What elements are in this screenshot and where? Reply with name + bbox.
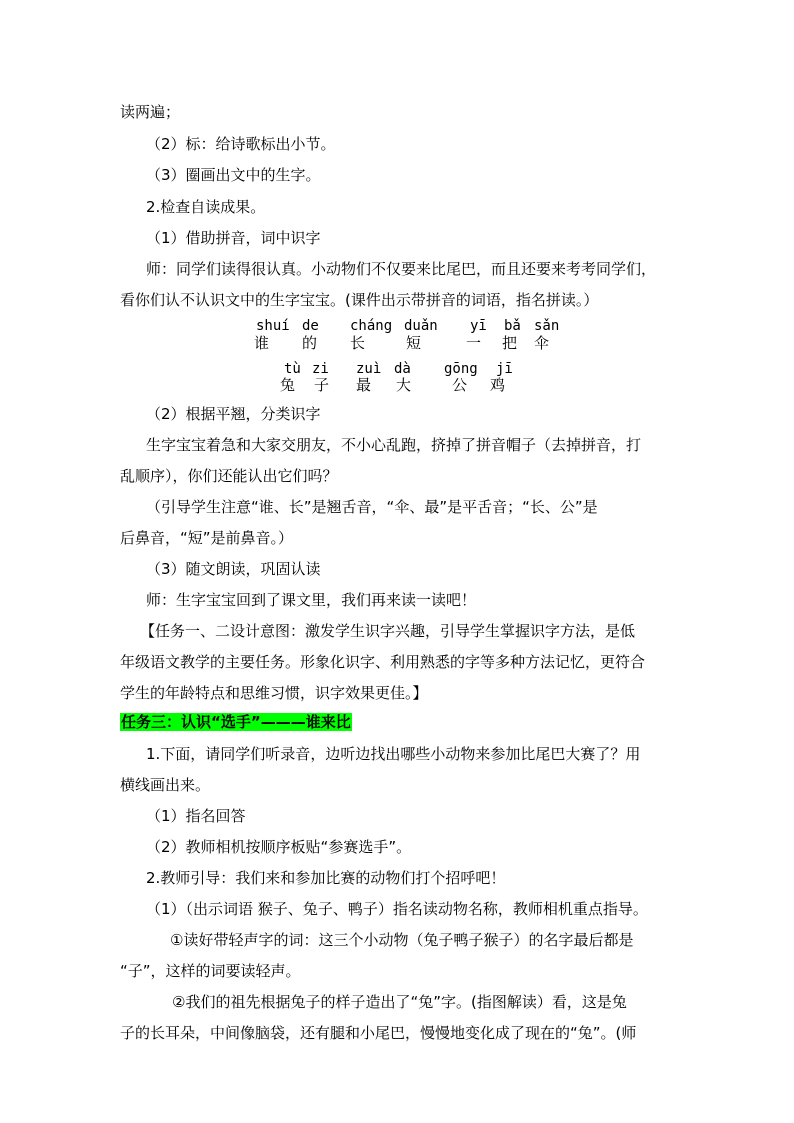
design-intent-line: 年级语文教学的主要任务。形象化识字、利用熟悉的字等多种方法记忆，更符合 [120, 653, 646, 671]
pinyin: gōng [444, 361, 478, 377]
hanzi: 的 [302, 334, 318, 352]
pinyin: duǎn [404, 318, 438, 334]
pinyin: de [302, 318, 319, 334]
hanzi: 把 [502, 334, 518, 352]
hanzi: 一 [466, 334, 482, 352]
text-line: “子”，这样的词要读轻声。 [120, 962, 301, 980]
pinyin: bǎ [504, 318, 521, 334]
text-line: 生字宝宝着急和大家交朋友，不小心乱跑，挤掉了拼音帽子（去掉拼音，打 [146, 436, 642, 454]
text-line: 横线画出来。 [120, 776, 211, 794]
pinyin: sǎn [534, 318, 560, 334]
text-line: 师：生字宝宝回到了课文里，我们再来读一读吧！ [146, 591, 477, 609]
hanzi: 伞 [534, 334, 550, 352]
pinyin: yī [470, 318, 487, 334]
hanzi: 子 [314, 376, 330, 394]
text-line: 师：同学们读得很认真。小动物们不仅要来比尾巴，而且还要来考考同学们， [146, 260, 657, 278]
hanzi: 最 [356, 376, 372, 394]
hanzi: 谁 [254, 334, 270, 352]
hanzi: 兔 [280, 376, 296, 394]
hanzi: 短 [406, 334, 422, 352]
pinyin: tù [284, 361, 301, 377]
hanzi: 长 [350, 334, 366, 352]
text-line: （3）随文朗读，巩固认读 [146, 560, 321, 578]
text-line: （2）标：给诗歌标出小节。 [146, 135, 336, 153]
pinyin: zuì [356, 361, 382, 377]
hanzi: 大 [396, 376, 412, 394]
text-line: 读两遍； [120, 103, 181, 121]
design-intent-line: 【任务一、二设计意图：激发学生识字兴趣，引导学生掌握识字方法，是低 [140, 622, 636, 640]
highlighted-heading: 任务三：认识“选手”———谁来比 [121, 713, 351, 731]
text-line: （1）（出示词语 猴子、兔子、鸭子）指名读动物名称，教师相机重点指导。 [146, 900, 648, 918]
pinyin: jī [496, 361, 513, 377]
text-line: ②我们的祖先根据兔子的样子造出了“兔”字。(指图解读）看，这是兔 [172, 993, 627, 1011]
text-line: 后鼻音，“短”是前鼻音。） [120, 529, 294, 547]
text-line: （3）圈画出文中的生字。 [146, 166, 321, 184]
text-line: （1）指名回答 [146, 807, 246, 825]
pinyin: zi [312, 361, 329, 377]
text-line: 看你们认不认识文中的生字宝宝。(课件出示带拼音的词语，指名拼读。） [120, 291, 599, 309]
pinyin: cháng [350, 318, 393, 334]
text-line: （2）教师相机按顺序板贴“参赛选手”。 [146, 838, 412, 856]
text-line: 乱顺序），你们还能认出它们吗？ [120, 467, 338, 485]
pinyin: dà [394, 361, 411, 377]
pinyin: shuí [256, 318, 290, 334]
text-line: 1.下面，请同学们听录音，边听边找出哪些小动物来参加比尾巴大赛了？用 [146, 745, 641, 763]
hanzi: 公 [452, 376, 468, 394]
hanzi: 鸡 [490, 376, 506, 394]
text-line: （引导学生注意“谁、长”是翘舌音，“伞、最”是平舌音；“长、公”是 [146, 498, 598, 516]
task-three-heading [120, 712, 352, 732]
text-line: ①读好带轻声字的词：这三个小动物（兔子鸭子猴子）的名字最后都是 [170, 931, 634, 949]
text-line: （1）借助拼音，词中识字 [146, 229, 321, 247]
text-line: 子的长耳朵，中间像脑袋，还有腿和小尾巴，慢慢地变化成了现在的“兔”。(师 [120, 1024, 637, 1042]
design-intent-line: 学生的年龄特点和思维习惯，识字效果更佳。】 [120, 684, 428, 702]
text-line: 2.检查自读成果。 [146, 198, 266, 216]
text-line: 2.教师引导：我们来和参加比赛的动物们打个招呼吧！ [146, 869, 506, 887]
text-line: （2）根据平翘，分类识字 [146, 405, 321, 423]
